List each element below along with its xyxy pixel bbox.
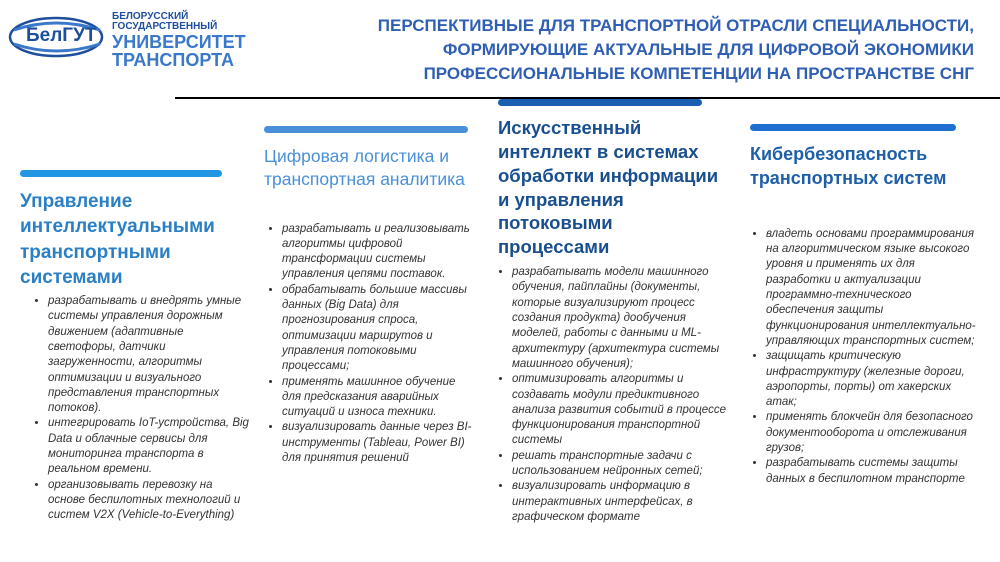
list-item: • обрабатывать большие массивы данных (Big Data) для прогнозирования спроса, оптимизации маршрутов и управления потоковыми процессами; bbox=[282, 283, 476, 375]
competency-list bbox=[264, 222, 476, 467]
specialty-column-3 bbox=[498, 99, 730, 525]
list-item: • визуализировать данные через BI-инструменты (Tableau, Power BI) для принятия решений bbox=[282, 420, 476, 466]
column-heading: Управление интеллектуальными транспортными системами bbox=[20, 191, 215, 288]
logo-line-4: ТРАНСПОРТА bbox=[112, 50, 234, 70]
column-accent-bar bbox=[20, 170, 222, 177]
list-item: • организовывать перевозку на основе беспилотных технологий и систем V2X (Vehicle-to-Everything) bbox=[48, 478, 250, 524]
competency-list bbox=[750, 227, 982, 487]
title-line-3: ПРОФЕССИОНАЛЬНЫЕ КОМПЕТЕНЦИИ НА ПРОСТРАНСТВЕ СНГ bbox=[423, 64, 974, 83]
list-item: • разрабатывать системы защиты данных в беспилотном транспорте bbox=[766, 456, 982, 487]
university-logo bbox=[8, 8, 268, 68]
title-line-2: ФОРМИРУЮЩИЕ АКТУАЛЬНЫЕ ДЛЯ ЦИФРОВОЙ ЭКОНОМИКИ bbox=[442, 40, 974, 59]
page-title bbox=[334, 14, 974, 86]
column-accent-bar bbox=[750, 124, 956, 131]
list-item: • разрабатывать и реализовывать алгоритмы цифровой трансформации системы управления цепями поставок. bbox=[282, 222, 476, 283]
list-item: • интегрировать IoT-устройства, Big Data и облачные сервисы для мониторинга транспорта в реальном времени. bbox=[48, 416, 250, 477]
list-item: • применять блокчейн для безопасного документооборота и отслеживания грузов; bbox=[766, 410, 982, 456]
title-line-1: ПЕРСПЕКТИВНЫЕ ДЛЯ ТРАНСПОРТНОЙ ОТРАСЛИ СПЕЦИАЛЬНОСТИ, bbox=[377, 16, 974, 35]
list-item: • владеть основами программирования на алгоритмическом языке высокого уровня и применять их для разработки и актуализации программно-технического обеспечения защиты функционирования интеллектуально-управляющих транспортных систем; bbox=[766, 227, 982, 349]
column-accent-bar bbox=[498, 99, 702, 106]
logo-emblem-icon bbox=[8, 14, 108, 60]
list-item: • решать транспортные задачи с использованием нейронных сетей; bbox=[512, 449, 730, 480]
specialty-column-4 bbox=[750, 124, 982, 487]
competency-list bbox=[20, 294, 250, 523]
list-item: • разрабатывать модели машинного обучения, пайплайны (документы, которые визуализируют процесс создания продукта) дообучения моделей, работы с данными и ML-архитектуру (архитектура системы машинного обучения); bbox=[512, 265, 730, 372]
logo-abbreviation: БелГУТ bbox=[26, 25, 97, 46]
column-accent-bar bbox=[264, 126, 468, 133]
list-item: • разрабатывать и внедрять умные системы управления дорожным движением (адаптивные светофоры, датчики загруженности, алгоритмы оптимизации и визуального представления транспортных потоков). bbox=[48, 294, 250, 416]
logo-line-2: ГОСУДАРСТВЕННЫЙ bbox=[112, 21, 218, 32]
logo-line-3: УНИВЕРСИТЕТ bbox=[112, 32, 246, 52]
list-item: • защищать критическую инфраструктуру (железные дороги, аэропорты, порты) от хакерских атак; bbox=[766, 349, 982, 410]
competency-list bbox=[498, 265, 730, 525]
list-item: • оптимизировать алгоритмы и создавать модули предиктивного анализа развития событий в процессе функционирования транспортной системы bbox=[512, 372, 730, 448]
column-heading: Цифровая логистика и транспортная аналитика bbox=[264, 146, 465, 190]
logo-line-1: БЕЛОРУССКИЙ bbox=[112, 11, 189, 22]
specialty-column-1 bbox=[20, 170, 250, 524]
specialty-column-2 bbox=[264, 126, 476, 466]
list-item: • визуализировать информацию в интерактивных интерфейсах, в графическом формате bbox=[512, 479, 730, 525]
column-heading: Искусственный интеллект в системах обработки информации и управления потоковыми процессами bbox=[498, 117, 719, 258]
list-item: • применять машинное обучение для предсказания аварийных ситуаций и износа техники. bbox=[282, 375, 476, 421]
column-heading: Кибербезопасность транспортных систем bbox=[750, 144, 947, 188]
logo-wordmark bbox=[112, 12, 246, 69]
